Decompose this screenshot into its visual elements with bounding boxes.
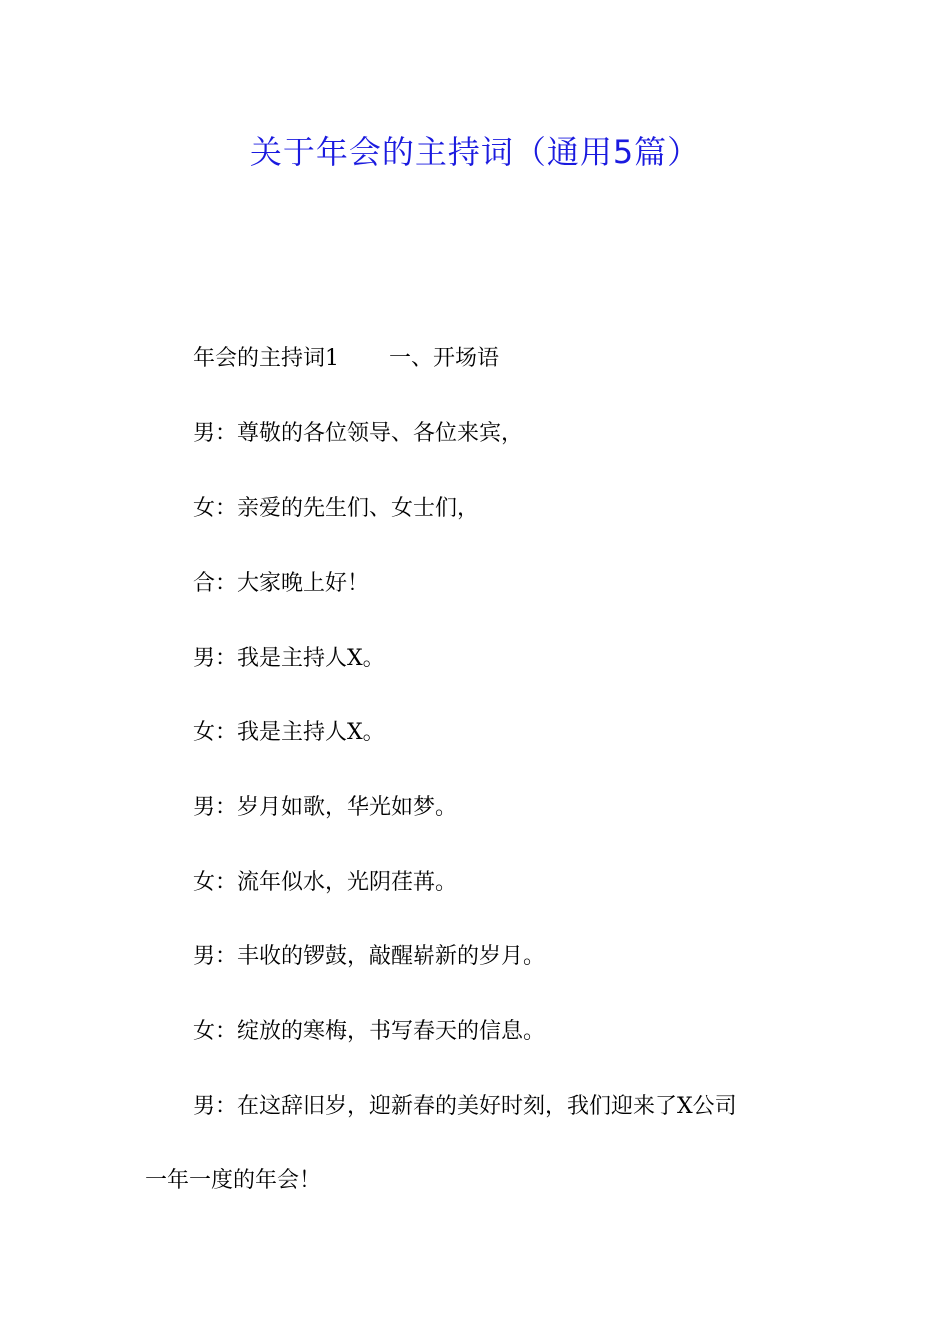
- dialogue-line: 男：尊敬的各位领导、各位来宾，: [193, 421, 524, 446]
- dialogue-line: 男：我是主持人X。: [193, 646, 385, 671]
- dialogue-line: 男：在这辞旧岁，迎新春的美好时刻，我们迎来了X公司: [193, 1094, 737, 1119]
- dialogue-line: 女：亲爱的先生们、女士们，: [193, 496, 480, 521]
- dialogue-line: 女：流年似水，光阴荏苒。: [193, 870, 458, 895]
- dialogue-line: 合：大家晚上好！: [193, 571, 370, 596]
- section-heading-line: [193, 344, 499, 374]
- dialogue-line: 男：丰收的锣鼓，敲醒崭新的岁月。: [193, 944, 546, 969]
- section-subheading: 一、开场语: [389, 346, 500, 371]
- dialogue-continuation: 一年一度的年会！: [145, 1168, 322, 1193]
- dialogue-line: 女：我是主持人X。: [193, 720, 385, 745]
- section-heading: 年会的主持词1: [193, 346, 339, 371]
- page-title: 关于年会的主持词（通用5篇）: [249, 133, 701, 171]
- dialogue-line: 女：绽放的寒梅，书写春天的信息。: [193, 1019, 546, 1044]
- dialogue-line: 男：岁月如歌，华光如梦。: [193, 795, 458, 820]
